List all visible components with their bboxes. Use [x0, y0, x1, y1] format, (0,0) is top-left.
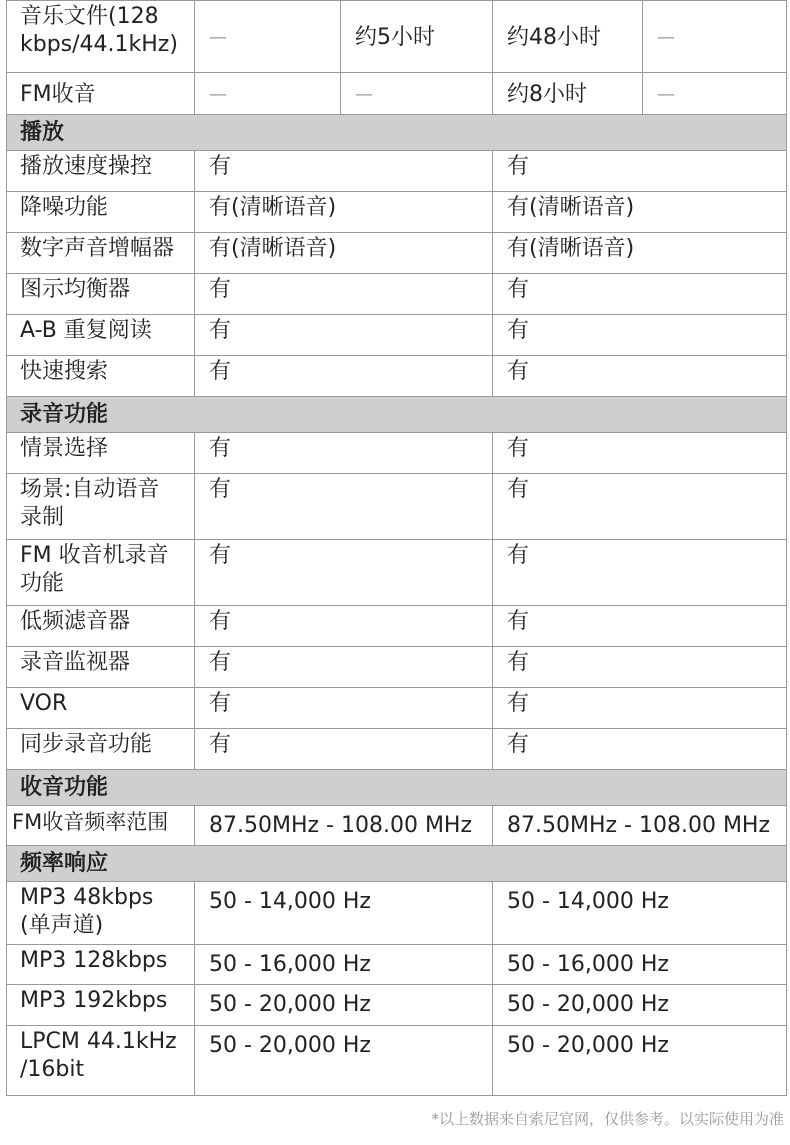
model-a-value: 有 — [195, 315, 493, 356]
row-label: FM 收音机录音 功能 — [7, 540, 195, 606]
row-value: — — [195, 1, 341, 73]
table-row — [7, 433, 787, 474]
table-row — [7, 315, 787, 356]
row-label: MP3 48kbps (单声道) — [7, 882, 195, 945]
section-header-frequency — [7, 846, 787, 882]
model-b-value: 有(清晰语音) — [493, 192, 787, 233]
section-title: 录音功能 — [7, 397, 787, 433]
table-row — [7, 474, 787, 540]
row-label: A-B 重复阅读 — [7, 315, 195, 356]
model-b-value: 50 - 16,000 Hz — [493, 945, 787, 985]
row-label: VOR — [7, 688, 195, 729]
model-a-value: 有 — [195, 647, 493, 688]
row-value: — — [195, 73, 341, 115]
model-b-value: 有 — [493, 274, 787, 315]
row-label: 低频滤音器 — [7, 606, 195, 647]
model-b-value: 有 — [493, 151, 787, 192]
model-a-value: 有 — [195, 274, 493, 315]
model-a-value: 50 - 20,000 Hz — [195, 1026, 493, 1096]
model-a-value: 有 — [195, 688, 493, 729]
model-b-value: 有 — [493, 356, 787, 397]
table-row — [7, 1026, 787, 1096]
model-b-value: 有 — [493, 729, 787, 770]
table-row — [7, 1, 787, 73]
model-b-value: 有 — [493, 606, 787, 647]
table-row — [7, 882, 787, 945]
model-b-value: 有 — [493, 315, 787, 356]
footnote: *以上数据来自索尼官网，仅供参考。以实际使用为准 — [431, 1110, 784, 1128]
model-a-value: 有 — [195, 606, 493, 647]
row-value: 约5小时 — [341, 1, 493, 73]
model-b-value: 50 - 20,000 Hz — [493, 985, 787, 1026]
model-b-value: 50 - 14,000 Hz — [493, 882, 787, 945]
row-label: 快速搜索 — [7, 356, 195, 397]
model-b-value: 有(清晰语音) — [493, 233, 787, 274]
row-value: — — [643, 1, 787, 73]
model-a-value: 有 — [195, 433, 493, 474]
row-value: — — [643, 73, 787, 115]
section-title: 收音功能 — [7, 770, 787, 806]
table-row — [7, 540, 787, 606]
table-row — [7, 192, 787, 233]
row-label: 播放速度操控 — [7, 151, 195, 192]
section-title: 频率响应 — [7, 846, 787, 882]
model-a-value: 50 - 20,000 Hz — [195, 985, 493, 1026]
model-a-value: 有 — [195, 356, 493, 397]
model-a-value: 87.50MHz - 108.00 MHz — [195, 806, 493, 846]
model-b-value: 有 — [493, 433, 787, 474]
table-row — [7, 233, 787, 274]
table-row — [7, 151, 787, 192]
row-label: 图示均衡器 — [7, 274, 195, 315]
row-value: 约48小时 — [493, 1, 643, 73]
model-a-value: 有 — [195, 151, 493, 192]
table-row — [7, 606, 787, 647]
model-b-value: 87.50MHz - 108.00 MHz — [493, 806, 787, 846]
row-label: 数字声音增幅器 — [7, 233, 195, 274]
table-row — [7, 806, 787, 846]
row-value: 约8小时 — [493, 73, 643, 115]
row-label: FM收音频率范围 — [7, 806, 195, 846]
row-label: MP3 128kbps — [7, 945, 195, 985]
spec-table — [6, 0, 787, 1096]
model-a-value: 50 - 14,000 Hz — [195, 882, 493, 945]
model-b-value: 有 — [493, 647, 787, 688]
table-row — [7, 73, 787, 115]
table-row — [7, 647, 787, 688]
row-label: FM收音 — [7, 73, 195, 115]
model-a-value: 有(清晰语音) — [195, 192, 493, 233]
row-label: 录音监视器 — [7, 647, 195, 688]
table-row — [7, 356, 787, 397]
row-label: 降噪功能 — [7, 192, 195, 233]
table-row — [7, 985, 787, 1026]
model-a-value: 有 — [195, 474, 493, 540]
row-label: MP3 192kbps — [7, 985, 195, 1026]
table-row — [7, 729, 787, 770]
model-a-value: 有 — [195, 729, 493, 770]
model-b-value: 50 - 20,000 Hz — [493, 1026, 787, 1096]
table-row — [7, 274, 787, 315]
model-b-value: 有 — [493, 474, 787, 540]
row-value: — — [341, 73, 493, 115]
row-label: 场景:自动语音 录制 — [7, 474, 195, 540]
row-label: 情景选择 — [7, 433, 195, 474]
table-row — [7, 945, 787, 985]
row-label: LPCM 44.1kHz /16bit — [7, 1026, 195, 1096]
section-header-playback — [7, 115, 787, 151]
section-header-recording — [7, 397, 787, 433]
row-label: 同步录音功能 — [7, 729, 195, 770]
section-header-radio — [7, 770, 787, 806]
model-a-value: 有(清晰语音) — [195, 233, 493, 274]
model-a-value: 50 - 16,000 Hz — [195, 945, 493, 985]
section-title: 播放 — [7, 115, 787, 151]
table-row — [7, 688, 787, 729]
row-label: 音乐文件(128 kbps/44.1kHz) — [7, 1, 195, 73]
model-b-value: 有 — [493, 688, 787, 729]
model-b-value: 有 — [493, 540, 787, 606]
model-a-value: 有 — [195, 540, 493, 606]
